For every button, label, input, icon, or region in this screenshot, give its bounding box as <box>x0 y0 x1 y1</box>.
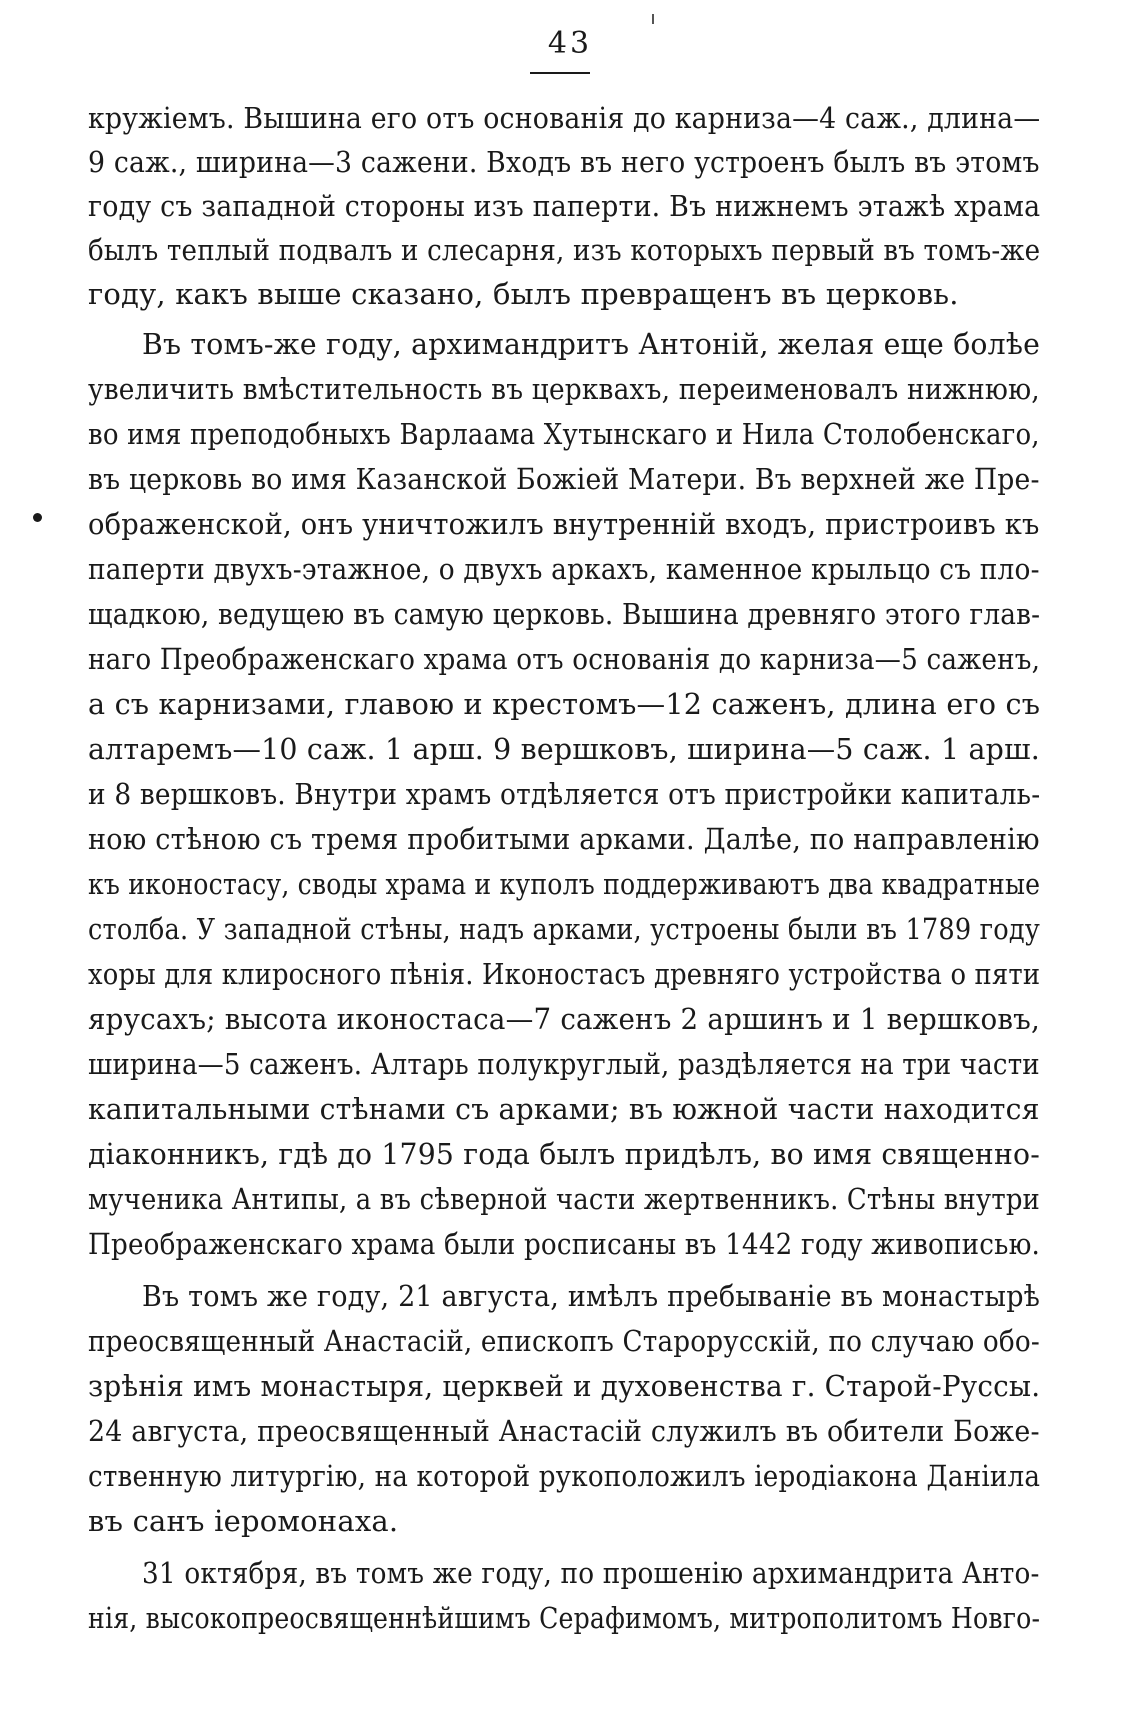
text-line: въ церковь во имя Казанской Божіей Матери. Въ верхней же Пре- <box>88 462 1040 496</box>
page-number-rule <box>530 72 590 74</box>
text-line: былъ теплый подвалъ и слесарня, изъ которыхъ первый въ томъ-же <box>88 233 1041 267</box>
paragraph-start-line: 31 октября, въ томъ же году, по прошенію архимандрита Анто- <box>142 1556 1040 1590</box>
page-number: 43 <box>547 26 593 61</box>
print-mark <box>652 14 654 24</box>
text-line: ною стѣною съ тремя пробитыми арками. Далѣе, по направленію <box>88 822 1040 856</box>
text-line: году съ западной стороны изъ паперти. Въ нижнемъ этажѣ храма <box>88 189 1041 223</box>
text-line: и 8 вершковъ. Внутри храмъ отдѣляется отъ пристройки капиталь- <box>88 777 1041 811</box>
text-line: ярусахъ; высота иконостаса—7 саженъ 2 аршинъ и 1 вершковъ, <box>88 1002 1040 1036</box>
text-line: ширина—5 саженъ. Алтарь полукруглый, раздѣляется на три части <box>88 1047 1040 1081</box>
text-line: во имя преподобныхъ Варлаама Хутынскаго и Нила Столобенскаго, <box>88 417 1040 451</box>
text-line: ображенской, онъ уничтожилъ внутренній входъ, пристроивъ къ <box>88 507 1040 541</box>
text-line: капитальными стѣнами съ арками; въ южной части находится <box>88 1092 1040 1126</box>
text-line: наго Преображенскаго храма отъ основанія до карниза—5 саженъ, <box>88 642 1041 676</box>
paragraph-start-line: Въ томъ же году, 21 августа, имѣлъ пребываніе въ монастырѣ <box>142 1279 1041 1313</box>
margin-dot <box>33 513 42 522</box>
text-line: въ санъ іеромонаха. <box>88 1504 399 1538</box>
text-line: щадкою, ведущею въ самую церковь. Вышина древняго этого глав- <box>88 597 1041 631</box>
text-line: ственную литургію, на которой рукоположилъ іеродіакона Даніила <box>88 1459 1041 1493</box>
text-line: паперти двухъ-этажное, о двухъ аркахъ, каменное крыльцо съ пло- <box>88 552 1040 586</box>
text-line: увеличить вмѣстительность въ церквахъ, переименовалъ нижнюю, <box>88 372 1040 406</box>
text-line: столба. У западной стѣны, надъ арками, устроены были въ 1789 году <box>88 912 1041 946</box>
text-line: хоры для клиросного пѣнія. Иконостасъ древняго устройства о пяти <box>88 957 1041 991</box>
text-line: кружіемъ. Вышина его отъ основанія до карниза—4 саж., длина— <box>88 101 1041 135</box>
text-line: Преображенскаго храма были росписаны въ 1442 году живописью. <box>88 1227 1041 1261</box>
text-line: нія, высокопреосвященнѣйшимъ Серафимомъ, митрополитомъ Новго- <box>88 1601 1041 1635</box>
text-line: зрѣнія имъ монастыря, церквей и духовенства г. Старой-Руссы. <box>88 1369 1041 1403</box>
text-line: мученика Антипы, а въ сѣверной части жертвенникъ. Стѣны внутри <box>88 1182 1040 1216</box>
text-line: 24 августа, преосвященный Анастасій служилъ въ обители Боже- <box>88 1414 1040 1448</box>
paragraph-start-line: Въ томъ-же году, архимандритъ Антоній, желая еще болѣе <box>142 327 1041 361</box>
text-line: алтаремъ—10 саж. 1 арш. 9 вершковъ, ширина—5 саж. 1 арш. <box>88 732 1040 766</box>
text-line: а съ карнизами, главою и крестомъ—12 саженъ, длина его съ <box>88 687 1041 721</box>
text-line: 9 саж., ширина—3 сажени. Входъ въ него устроенъ былъ въ этомъ <box>88 145 1040 179</box>
text-line: къ иконостасу, своды храма и куполъ поддерживаютъ два квадратные <box>88 867 1041 901</box>
text-line: году, какъ выше сказано, былъ превращенъ въ церковь. <box>88 277 959 311</box>
text-line: діаконникъ, гдѣ до 1795 года былъ придѣлъ, во имя священно- <box>88 1137 1040 1171</box>
text-line: преосвященный Анастасій, епископъ Старорусскій, по случаю обо- <box>88 1324 1040 1358</box>
